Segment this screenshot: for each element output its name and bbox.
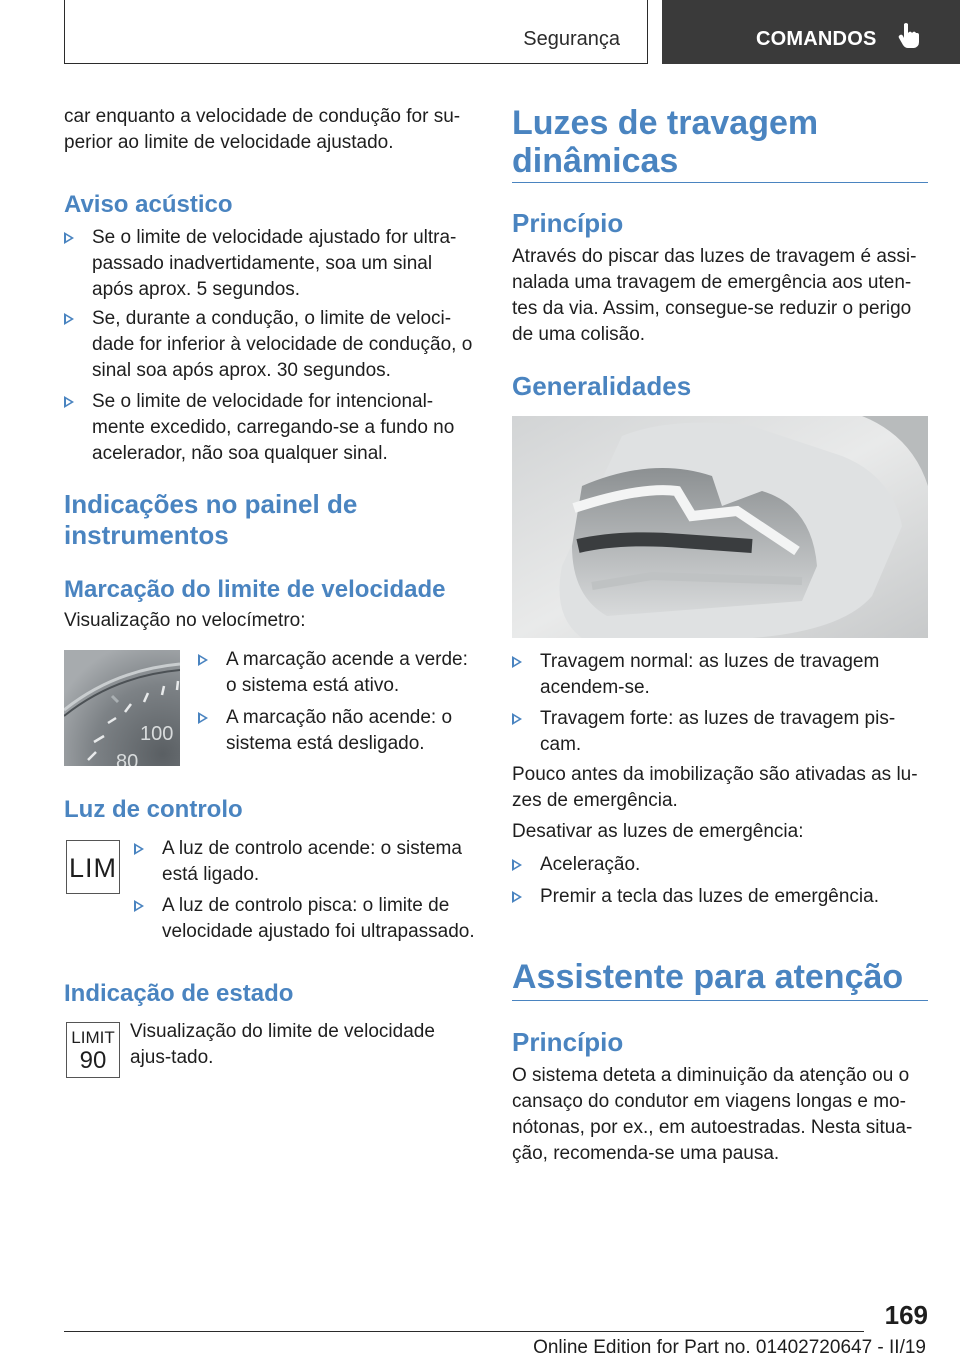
lim-indicator-icon [66, 840, 120, 894]
heading-principio-2: Princípio [512, 1027, 624, 1057]
page-number: 169 [884, 1300, 928, 1330]
estado-text: Visualização do limite de velocidade ajus-tado. [130, 1021, 435, 1068]
list-item-text: A luz de controlo pisca: o limite de velocidade ajustado foi ultrapassado. [162, 895, 475, 942]
bullet-triangle-icon [512, 859, 522, 871]
list-item [512, 884, 928, 910]
list-item [134, 836, 492, 888]
bullet-triangle-icon [64, 396, 74, 408]
footer-rule [64, 1331, 864, 1332]
list-item-text: A marcação não acende: o sistema está desligado. [226, 707, 453, 754]
list-item [64, 306, 478, 384]
bullet-triangle-icon [512, 891, 522, 903]
pointing-hand-icon [898, 22, 920, 56]
list-item-text: Travagem forte: as luzes de travagem pis-cam. [540, 708, 896, 755]
list-item-text: Se o limite de velocidade ajustado for ultra-passado inadvertidamente, soa um sinal após aprox. 5 segundos. [92, 227, 457, 300]
heading-principio: Princípio [512, 208, 624, 238]
list-item [64, 389, 478, 467]
heading-assistente: Assistente para atenção [512, 958, 904, 996]
heading-luz-controlo: Luz de controlo [64, 796, 243, 823]
bullet-triangle-icon [512, 713, 522, 725]
list-item-text: Se o limite de velocidade for intencional-mente excedido, carregando-se a fundo no acelerador, não soa qualquer sinal. [92, 391, 455, 464]
list-item [64, 225, 478, 303]
bullet-triangle-icon [134, 900, 144, 912]
header-chapter-tab [662, 0, 960, 64]
list-item [512, 706, 928, 758]
heading-indicacao-estado: Indicação de estado [64, 980, 294, 1007]
list-item-text: Aceleração. [540, 854, 641, 875]
list-item [198, 705, 476, 757]
desativar-text: Desativar as luzes de emergência: [512, 821, 804, 842]
pouco-text: Pouco antes da imobilização são ativadas as lu-zes de emergência. [512, 764, 918, 811]
list-item [198, 647, 476, 699]
principio2-text: O sistema deteta a diminuição da atenção ou o cansaço do condutor em viagens longas e mo-nótonas, por ex., em autoestradas. Nesta situa-ção, recomenda-se uma pausa. [512, 1065, 913, 1164]
list-item-text: Travagem normal: as luzes de travagem acendem-se. [540, 651, 880, 698]
limit-icon-value: 90 [79, 1047, 107, 1074]
lim-icon-text: LIM [68, 853, 117, 883]
gauge-label-100: 100 [140, 723, 174, 745]
intro-paragraph: car enquanto a velocidade de condução for su-perior ao limite de velocidade ajustado. [64, 106, 461, 153]
section-rule [512, 1000, 928, 1001]
list-item [512, 852, 928, 878]
header-section-title: Segurança [523, 28, 620, 50]
bullet-triangle-icon [198, 712, 208, 724]
heading-marcacao: Marcação do limite de velocidade [64, 576, 446, 603]
chapter-label: COMANDOS [756, 28, 877, 50]
speedometer-image [64, 650, 180, 766]
limit-icon-label: LIMIT [71, 1028, 115, 1047]
list-item [134, 893, 502, 945]
heading-indicacoes: Indicações no painel de instrumentos [64, 489, 358, 550]
bullet-triangle-icon [198, 654, 208, 666]
principio-text: Através do piscar das luzes de travagem é assi-nalada uma travagem de emergência aos uten-tes da via. Assim, consegue-se reduzir o perigo de uma colisão. [512, 246, 917, 345]
marcacao-text: Visualização no velocímetro: [64, 610, 306, 631]
list-item [512, 649, 928, 701]
heading-generalidades: Generalidades [512, 371, 692, 401]
tail-light-image [512, 416, 928, 638]
list-item-text: A marcação acende a verde: o sistema está ativo. [226, 649, 468, 696]
bullet-triangle-icon [134, 843, 144, 855]
list-item-text: Se, durante a condução, o limite de veloci-dade for inferior à velocidade de condução, o sinal soa após aprox. 30 segundos. [92, 308, 473, 381]
footer-edition: Online Edition for Part no. 01402720647 - II/19 [533, 1337, 926, 1358]
section-rule [512, 182, 928, 183]
bullet-triangle-icon [64, 313, 74, 325]
heading-luzes-travagem: Luzes de travagem dinâmicas [512, 104, 819, 180]
list-item-text: A luz de controlo acende: o sistema está ligado. [162, 838, 462, 885]
limit-indicator-icon [66, 1022, 120, 1078]
bullet-triangle-icon [64, 232, 74, 244]
bullet-triangle-icon [512, 656, 522, 668]
heading-aviso-acustico: Aviso acústico [64, 191, 233, 218]
list-item-text: Premir a tecla das luzes de emergência. [540, 886, 879, 907]
gauge-label-80: 80 [116, 751, 139, 766]
